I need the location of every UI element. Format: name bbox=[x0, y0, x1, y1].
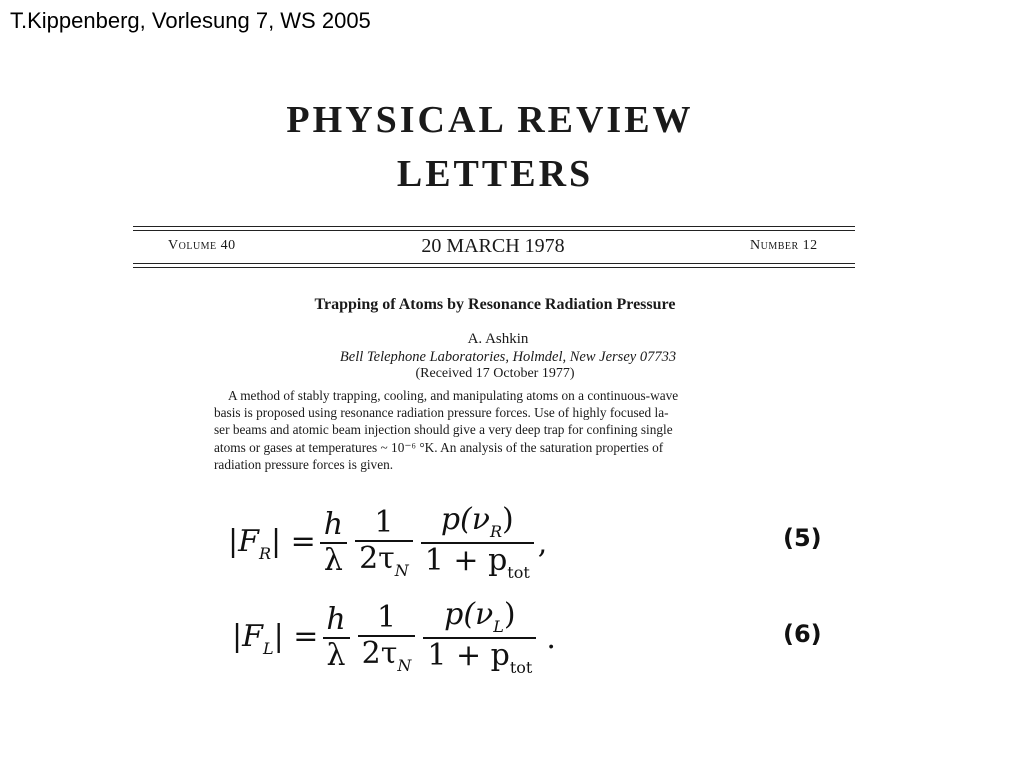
eq5-frac-h-lambda: $\frac{h}{\lambda}$ bbox=[320, 510, 347, 576]
author: A. Ashkin bbox=[467, 331, 529, 347]
abstract-line: basis is proposed using resonance radiation pressure forces. Use of highly focused la- bbox=[214, 405, 669, 421]
bottom-rule-1 bbox=[133, 263, 855, 264]
article-title: Trapping of Atoms by Resonance Radiation Pressure bbox=[314, 296, 676, 313]
abstract-line: ser beams and atomic beam injection should give a very deep trap for confining single bbox=[214, 422, 673, 438]
top-rule-2 bbox=[133, 230, 855, 231]
bottom-rule-2 bbox=[133, 267, 855, 268]
eq6-frac-h-lambda: $\frac{h}{\lambda}$ bbox=[322, 605, 349, 671]
eq5-trailing: , bbox=[537, 525, 548, 561]
issue-number: Number 12 bbox=[750, 238, 818, 253]
eq5-frac-1-2tau: $\frac{1}{2\tau_N}$ bbox=[355, 508, 413, 579]
journal-title: PHYSICAL REVIEW bbox=[286, 99, 694, 141]
equation-number-5: (5) bbox=[783, 524, 822, 552]
abstract-line: atoms or gases at temperatures ~ 10⁻⁶ °K. An analysis of the saturation properties of bbox=[214, 439, 664, 455]
equation-5 bbox=[228, 502, 548, 582]
eq5-frac-p: $\frac{p(\nu_R)}{1 + p_{tot}}$ bbox=[421, 505, 534, 581]
abstract-line: A method of stably trapping, cooling, and manipulating atoms on a continuous-wave bbox=[228, 388, 679, 403]
eq6-lhs: $|F_L|$ = bbox=[232, 618, 319, 658]
abstract-line: radiation pressure forces is given. bbox=[214, 456, 394, 472]
issue-date: 20 MARCH 1978 bbox=[421, 235, 565, 257]
slide-header: T.Kippenberg, Vorlesung 7, WS 2005 bbox=[10, 8, 371, 33]
eq5-lhs: $|F_R|$ = bbox=[228, 523, 316, 563]
equation-6 bbox=[232, 597, 556, 677]
journal-subtitle: LETTERS bbox=[396, 153, 594, 195]
eq6-frac-1-2tau: $\frac{1}{2\tau_N}$ bbox=[358, 603, 416, 674]
top-rule-1 bbox=[133, 226, 855, 227]
abstract bbox=[214, 387, 760, 473]
affiliation: Bell Telephone Laboratories, Holmdel, New Jersey 07733 bbox=[339, 349, 677, 365]
volume-label: Volume 40 bbox=[168, 238, 236, 253]
eq6-trailing: . bbox=[546, 620, 556, 656]
received-date: (Received 17 October 1977) bbox=[415, 366, 575, 381]
equation-number-6: (6) bbox=[783, 620, 822, 648]
eq6-frac-p: $\frac{p(\nu_L)}{1 + p_{tot}}$ bbox=[423, 600, 536, 676]
